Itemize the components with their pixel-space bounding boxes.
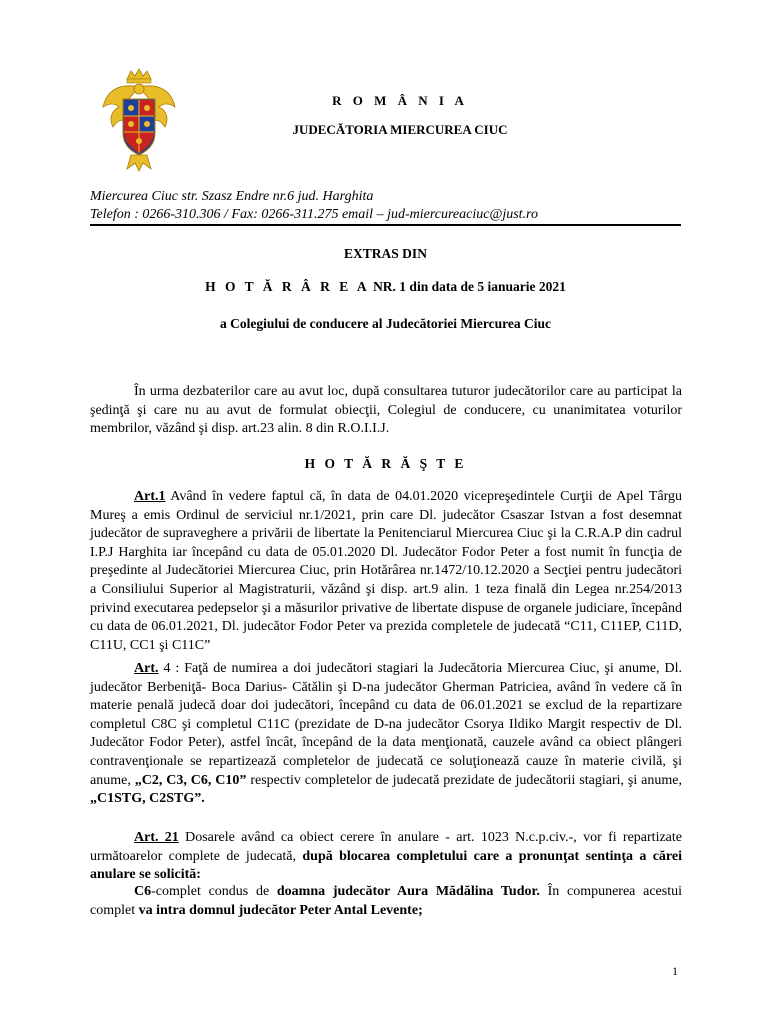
title-hotararea-rest: NR. 1 din data de 5 ianuarie 2021: [369, 279, 566, 294]
complet-c6-text-b: În compunerea acestui complet: [90, 884, 682, 918]
article-4-text-b: respectiv completelor de judecată prezidate de judecătorii stagiari, şi anume,: [246, 772, 682, 788]
article-4-bold-b: „C1STG, C2STG”.: [90, 791, 205, 807]
title-hotararea: [90, 279, 681, 295]
article-1-label: Art.1: [134, 489, 166, 504]
article-21-label: Art. 21: [134, 830, 179, 845]
header-country: R O M Â N I A: [332, 93, 468, 108]
header-divider: [90, 224, 681, 226]
article-1: [90, 488, 682, 655]
contact-line: Telefon : 0266-310.306 / Fax: 0266-311.275 email – jud-miercureaciuc@just.ro: [90, 207, 538, 222]
article-4-bold-a: „C2, C3, C6, C10”: [134, 772, 247, 788]
header-court: JUDECĂTORIA MIERCUREA CIUC: [292, 122, 508, 137]
article-4-text-a: 4 : Faţă de numirea a doi judecători stagiari la Judecătoria Miercurea Ciuc, şi anume, Dl. judecător Berbeniţă- Boca Darius- Cătălin şi D-na judecător Gherman Patriciea, având în vedere că în materie penală judecă doar doi judecători, începând cu data de 06.01.2021 se exclud de la repartizare completul C8C şi completul C11C (prezidate de D-na judecător Csorya Ildiko Margit respectiv de Dl. Judecător Fodor Peter), astfel încât, începând de la data menţionată, cauzele având ca obiect plângeri contravenţionale se repartizează completelor de judecată ce soluţionează cauze în materie civilă, şi anume,: [90, 661, 682, 788]
complet-c6-text-a: -complet condus de: [151, 884, 277, 899]
complet-c6-bold-b: va intra domnul judecător Peter Antal Levente;: [138, 902, 423, 918]
title-hotararea-spaced: H O T Ă R Â R E A: [205, 279, 370, 294]
page-number: 1: [672, 964, 678, 978]
title-colegiu: a Colegiului de conducere al Judecătoriei Miercurea Ciuc: [219, 316, 552, 331]
title-extras: EXTRAS DIN: [344, 246, 427, 261]
article-21-bold-a: după blocarea completului care a pronunţat sentinţa a cărei anulare se solicită:: [90, 848, 682, 883]
address-line: Miercurea Ciuc str. Szasz Endre nr.6 jud. Harghita: [90, 189, 374, 204]
complet-c6-bold-a: doamna judecător Aura Mădălina Tudor.: [276, 884, 540, 899]
article-4-label: Art.: [134, 661, 159, 676]
article-21: [90, 829, 682, 885]
complet-c6: [90, 883, 682, 920]
title-hotaraste: H O T Ă R Ă Ş T E: [304, 456, 467, 471]
article-4: [90, 660, 682, 809]
coat-of-arms-icon: [101, 67, 177, 173]
article-21-text-a: Dosarele având ca obiect cerere în anulare - art. 1023 N.c.p.civ.-, vor fi repartizate următoarelor complete de judecată,: [90, 830, 682, 864]
complet-c6-label: C6: [134, 884, 152, 899]
intro-paragraph: În urma dezbaterilor care au avut loc, după consultarea tuturor judecătorilor care au participat la şedinţă şi care nu au avut de formulat obiecţii, Colegiul de conducere, cu unanimitatea voturilor membrilor, văzând şi disp. art.23 alin. 8 din R.O.I.I.J.: [90, 384, 682, 437]
article-1-text: Având în vedere faptul că, în data de 04.01.2020 vicepreşedintele Curţii de Apel Târgu Mureş a emis Ordinul de serviciul nr.1/2021, prin care Dl. judecător Csaszar Istvan a fost desemnat judecător de supraveghere a privării de libertate la Penitenciarul Miercurea Ciuc şi la C.R.A.P din cadrul I.P.J Harghita iar începând cu data de 05.01.2020 Dl. Judecător Fodor Peter a fost numit în funcţia de preşedinte al Judecătoriei Miercurea Ciuc, prin Hotărârea nr.1472/10.12.2020 a Secţiei pentru judecători a Consiliului Superior al Magistraturii, văzând şi disp. art.9 alin. 1 teza finală din Legea nr.254/2013 privind executarea pedepselor şi a măsurilor privative de libertate dispuse de organele judiciare, începând cu data de 06.01.2021, Dl. judecător Fodor Peter va prezida completele de judecată “C11, C11EP, C11D, C11U, CC1 şi C11C”: [90, 489, 682, 653]
